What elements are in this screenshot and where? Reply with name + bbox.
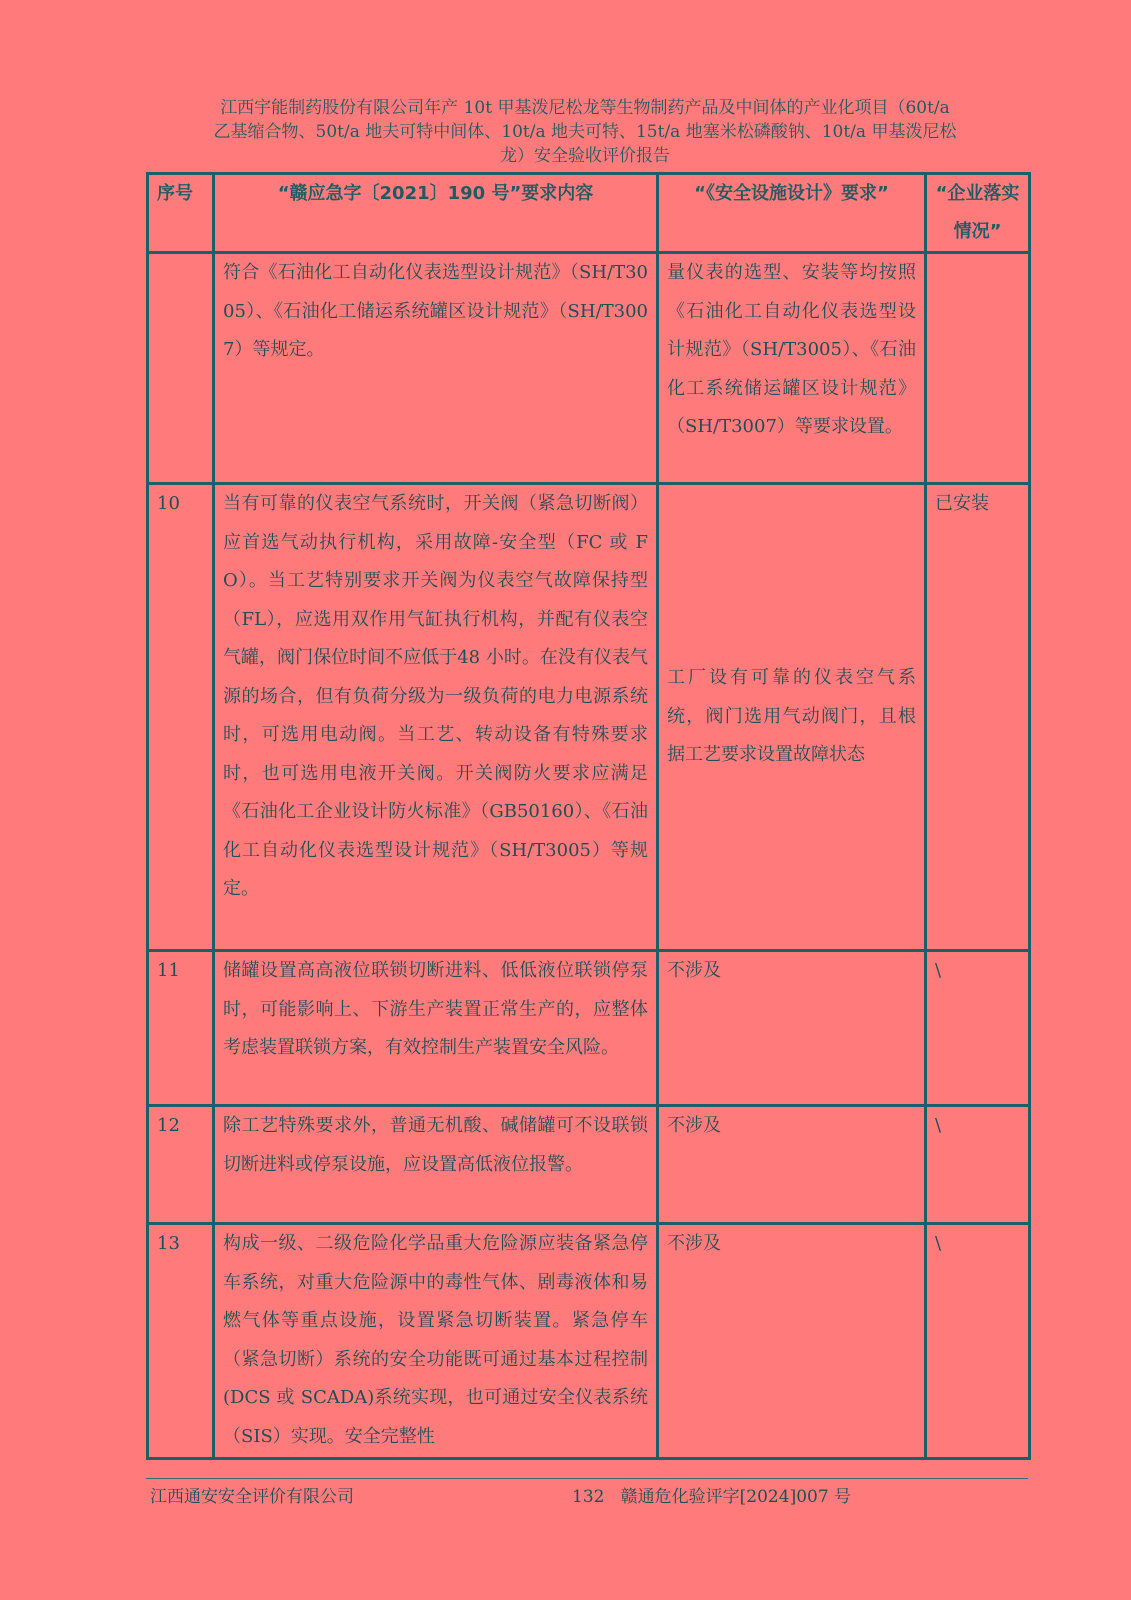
row-no: 11 bbox=[148, 951, 214, 1106]
table-header-row bbox=[148, 174, 1030, 253]
header-line-1: 江西宇能制药股份有限公司年产 10t 甲基泼尼松龙等生物制药产品及中间体的产业化项目（60t/a bbox=[220, 98, 950, 118]
header-no: 序号 bbox=[148, 174, 214, 253]
row-requirement: 符合《石油化工自动化仪表选型设计规范》（SH/T3005）、《石油化工储运系统罐区设计规范》（SH/T3007）等规定。 bbox=[214, 253, 658, 484]
row-requirement: 储罐设置高高液位联锁切断进料、低低液位联锁停泵时，可能影响上、下游生产装置正常生产的，应整体考虑装置联锁方案，有效控制生产装置安全风险。 bbox=[214, 951, 658, 1106]
row-implementation: \ bbox=[926, 951, 1030, 1106]
row-design: 不涉及 bbox=[658, 951, 926, 1106]
row-no: 13 bbox=[148, 1224, 214, 1459]
row-implementation: 已安装 bbox=[926, 484, 1030, 951]
row-requirement: 构成一级、二级危险化学品重大危险源应装备紧急停车系统，对重大危险源中的毒性气体、剧毒液体和易燃气体等重点设施，设置紧急切断装置。紧急停车（紧急切断）系统的安全功能既可通过基本过程控制(DCS 或 SCADA)系统实现，也可通过安全仪表系统（SIS）实现。安全完整性 bbox=[214, 1224, 658, 1459]
row-design: 量仪表的选型、安装等均按照《石油化工自动化仪表选型设计规范》（SH/T3005）、《石油化工系统储运罐区设计规范》（SH/T3007）等要求设置。 bbox=[658, 253, 926, 484]
header-requirement: “赣应急字〔2021〕190 号”要求内容 bbox=[214, 174, 658, 253]
row-design: 工厂设有可靠的仪表空气系统，阀门选用气动阀门，且根据工艺要求设置故障状态 bbox=[658, 484, 926, 951]
header-design: “《安全设施设计》要求” bbox=[658, 174, 926, 253]
footer-page-info bbox=[572, 1482, 851, 1507]
footer-divider bbox=[146, 1478, 1028, 1479]
row-implementation: \ bbox=[926, 1106, 1030, 1224]
row-no: 10 bbox=[148, 484, 214, 951]
row-implementation: \ bbox=[926, 1224, 1030, 1459]
header-line-3: 龙）安全验收评价报告 bbox=[500, 146, 670, 166]
row-design: 不涉及 bbox=[658, 1106, 926, 1224]
page-number: 132 bbox=[572, 1487, 605, 1507]
requirements-table bbox=[146, 172, 1031, 1460]
row-implementation bbox=[926, 253, 1030, 484]
row-no bbox=[148, 253, 214, 484]
row-requirement: 当有可靠的仪表空气系统时，开关阀（紧急切断阀）应首选气动执行机构，采用故障-安全型（FC 或 FO）。当工艺特别要求开关阀为仪表空气故障保持型（FL），应选用双作用气缸执行机构，并配有仪表空气罐，阀门保位时间不应低于48 小时。在没有仪表气源的场合，但有负荷分级为一级负荷的电力电源系统时，可选用电动阀。当工艺、转动设备有特殊要求时，也可选用电液开关阀。开关阀防火要求应满足《石油化工企业设计防火标准》（GB50160）、《石油化工自动化仪表选型设计规范》（SH/T3005）等规定。 bbox=[214, 484, 658, 951]
table-row bbox=[148, 1224, 1030, 1459]
footer-company: 江西通安安全评价有限公司 bbox=[150, 1487, 354, 1507]
row-no: 12 bbox=[148, 1106, 214, 1224]
header-implementation: “企业落实情况” bbox=[926, 174, 1030, 253]
table-row bbox=[148, 951, 1030, 1106]
document-header bbox=[150, 96, 1020, 168]
header-line-2: 乙基缩合物、50t/a 地夫可特中间体、10t/a 地夫可特、15t/a 地塞米松磷酸钠、10t/a 甲基泼尼松 bbox=[213, 122, 957, 142]
table-row bbox=[148, 1106, 1030, 1224]
table-row bbox=[148, 253, 1030, 484]
row-requirement: 除工艺特殊要求外，普通无机酸、碱储罐可不设联锁切断进料或停泵设施，应设置高低液位报警。 bbox=[214, 1106, 658, 1224]
row-design: 不涉及 bbox=[658, 1224, 926, 1459]
table-row bbox=[148, 484, 1030, 951]
document-number: 赣通危化验评字[2024]007 号 bbox=[620, 1487, 852, 1507]
